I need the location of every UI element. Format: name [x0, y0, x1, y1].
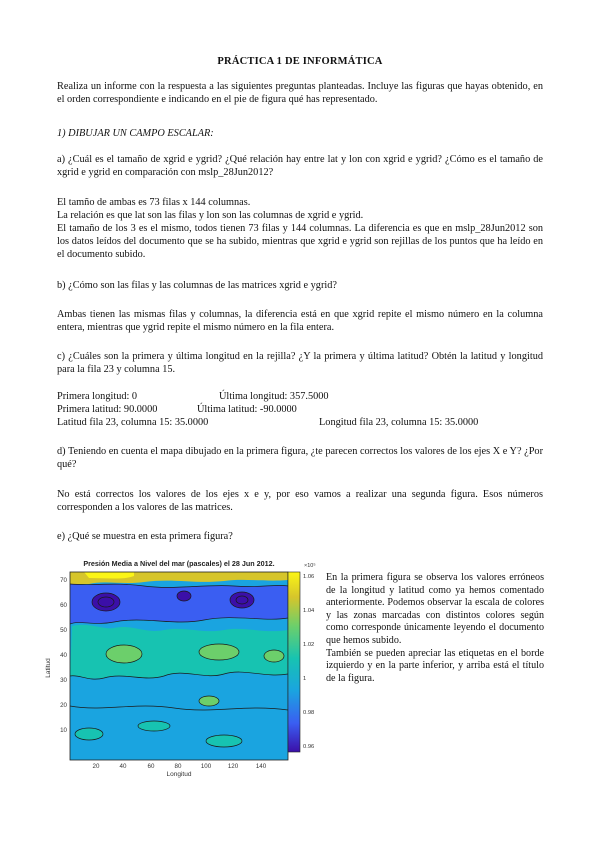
- latitude-row-23: Latitud fila 23, columna 15: 35.0000: [57, 417, 209, 428]
- x-tick-label: 60: [147, 763, 155, 770]
- colorbar: [286, 560, 326, 760]
- caption-paragraph-2: También se pueden apreciar las etiquetas en el borde izquierdo y en la parte inferior, y arriba está el título de la figura.: [326, 647, 544, 684]
- colorbar-tick: 1.04: [303, 608, 315, 614]
- y-tick-label: 30: [60, 677, 67, 684]
- contour-plot-area: [70, 572, 288, 760]
- question-e: e) ¿Qué se muestra en esta primera figura?: [57, 531, 233, 542]
- first-latitude: Primera latitud: 90.0000: [57, 404, 158, 415]
- x-tick-label: 20: [92, 763, 100, 770]
- colorbar-tick: 0.98: [303, 710, 315, 716]
- contour-figure: [44, 556, 302, 778]
- figure-title: Presión Media a Nivel del mar (pascales) el 28 Jun 2012.: [83, 559, 275, 568]
- question-a: a) ¿Cuál es el tamaño de xgrid e ygrid? ¿Qué relación hay entre lat y lon con xgrid e ygrid? ¿Cómo es el tamaño de xgrid e ygrid en comparación con mslp_28Jun2012?: [57, 154, 543, 178]
- question-b: b) ¿Cómo son las filas y las columnas de las matrices xgrid e ygrid?: [57, 280, 337, 291]
- x-tick-label: 80: [174, 763, 182, 770]
- answer-a-size: El tamño de ambas es 73 filas x 144 columnas.: [57, 197, 251, 208]
- intro-paragraph: Realiza un informe con la respuesta a las siguientes preguntas planteadas. Incluye las figuras que hayas obtenido, en el orden correspondiente e indicando en el pie de figura qué has representado.: [57, 81, 543, 105]
- first-longitude: Primera longitud: 0: [57, 391, 138, 402]
- y-tick-label: 60: [60, 602, 67, 609]
- colorbar-exponent: ×10⁵: [304, 563, 316, 569]
- x-tick-label: 40: [119, 763, 127, 770]
- question-d: d) Teniendo en cuenta el mapa dibujado en la primera figura, ¿te parecen correctos los valores de los ejes X e Y? ¿Por qué?: [57, 446, 543, 470]
- colorbar-tick: 1.02: [303, 642, 315, 648]
- y-tick-label: 70: [60, 577, 67, 584]
- y-tick-label: 40: [60, 652, 67, 659]
- y-tick-label: 10: [60, 727, 67, 734]
- page-title: PRÁCTICA 1 DE INFORMÁTICA: [217, 56, 383, 67]
- colorbar-tick: 1: [303, 676, 307, 682]
- question-c: c) ¿Cuáles son la primera y última longitud en la rejilla? ¿Y la primera y última latitud? Obtén la latitud y longitud para la fila 23 y columna 15.: [57, 351, 543, 375]
- caption-paragraph-1: En la primera figura se observa los valores erróneos de la longitud y latitud como ya hemos comentado anteriormente. Podemos observar la escala de colores y las zonas marcadas con distintos colores según como corresponde únicamente leyendo el documento que hemos subido.: [326, 572, 544, 646]
- y-tick-label: 20: [60, 702, 67, 709]
- longitude-row-23: Longitud fila 23, columna 15: 35.0000: [319, 417, 479, 428]
- x-tick-label: 140: [255, 763, 267, 770]
- x-axis-label: Longitud: [166, 771, 192, 778]
- answer-b: Ambas tienen las mismas filas y columnas, la diferencia está en que xgrid repite el mismo número en la columna entera, mientras que ygrid repite el mismo número en la fila entera.: [57, 309, 543, 333]
- answer-a-comparison: El tamaño de los 3 es el mismo, todos tienen 73 filas y 144 columnas. La diferencia es que en mslp_28Jun2012 son los datos leídos del documento que se ha subido, mientras que xgrid e ygrid son rejillas de los puntos que ha leído en el documento subido.: [57, 223, 543, 260]
- colorbar-tick: 1.06: [303, 574, 315, 580]
- x-tick-label: 120: [227, 763, 239, 770]
- answer-d: No está correctos los valores de los ejes x e y, por eso vamos a realizar una segunda figura. Esos números corresponden a los valores de las matrices.: [57, 489, 543, 513]
- x-tick-label: 100: [200, 763, 212, 770]
- answer-a-relation: La relación es que lat son las filas y lon son las columnas de xgrid e ygrid.: [57, 210, 364, 221]
- y-tick-label: 50: [60, 627, 67, 634]
- y-axis-label: Latitud: [45, 658, 52, 678]
- last-latitude: Última latitud: -90.0000: [197, 404, 297, 415]
- figure-caption: [326, 572, 544, 685]
- last-longitude: Última longitud: 357.5000: [219, 391, 329, 402]
- colorbar-tick: 0.96: [303, 744, 315, 750]
- section-heading: 1) DIBUJAR UN CAMPO ESCALAR:: [57, 128, 214, 139]
